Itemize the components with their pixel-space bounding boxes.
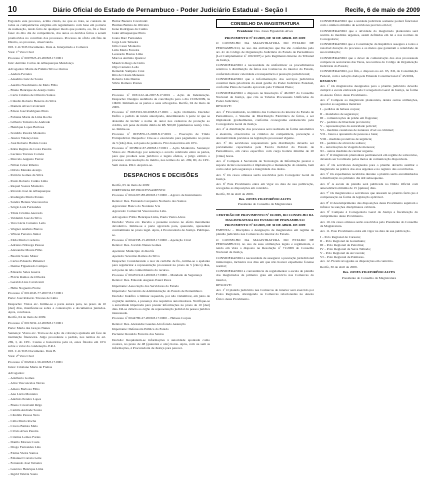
text-paragraph: – Beatriz Souto Maior: [8, 253, 39, 258]
text-paragraph: Relator: Des. Jovaldo Nunes Gomes: [112, 243, 162, 248]
text-paragraph: – Henrique Lopes Barbosa: [8, 125, 45, 130]
text-paragraph: Marcos Antônio Queiroz: [112, 56, 146, 61]
matters-list: [320, 107, 418, 153]
text-paragraph: VIII – medidas protetivas de urgência;: [320, 136, 373, 141]
divider: [112, 89, 210, 90]
text-paragraph: Roberta Lins Dantas: [112, 77, 140, 82]
text-paragraph: Apelante: Município do Recife: [112, 248, 155, 253]
text-paragraph: – Daniela Alves Cavalcanti: [8, 103, 46, 108]
text-paragraph: – Célia Maria Rocha: [8, 418, 37, 423]
text-paragraph: – Alexandre Moura Filho: [8, 248, 43, 253]
text-paragraph: Art. 5º Os casos omissos serão resolvidos pelo Corregedor Geral da Justiça.: [216, 172, 314, 181]
text-paragraph: CONSIDERANDO que a informatização dos serviços judiciários constitui meta prioritária da atual gestão do Poder Judiciário Estadual, conforme Plano de Gestão aprovado pelo Tribunal Pleno;: [216, 76, 314, 90]
article-1: Art. 1º Os magistrados designados para o plantão judiciário deverão cumprir a escala elaborada pela Corregedoria Geral da Justiça, na forma do Anexo Único deste Provimento.: [320, 84, 418, 97]
president-label: Presidente:: [237, 29, 254, 33]
text-paragraph: Recife, 30 de abril de 2009.: [216, 191, 254, 196]
text-paragraph: Vara: 1ª Vara Cível: [8, 50, 34, 55]
text-paragraph: Sílvio Romero Pontes: [112, 81, 142, 86]
text-paragraph: CONSIDERANDO que a Constituição da República assegura a todos a razoável duração do processo e os meios que garantam a celeridade de sua tramitação;: [320, 42, 418, 55]
text-paragraph: – Gilberto Teixeira de Andrade: [8, 119, 51, 124]
text-paragraph: – Cândido Pessoa Neto: [8, 413, 40, 418]
text-paragraph: – Diogo Fernandes Lins: [8, 445, 41, 450]
text-paragraph: – Fabiana Maria de Lima Rocha: [8, 114, 52, 119]
text-paragraph: CONSIDERANDO a necessidade de uniformizar os procedimentos relativos à distribuição de feitos nas Comarcas do interior do Estado, conferindo maior celeridade e transparência à prestação jurisdicional;: [216, 63, 314, 76]
text-paragraph: – Marcelo Augusto Ferraz: [8, 157, 44, 162]
text-paragraph: Processo nº 0038912-67.2008.8.17.0001 – Ação Monitória. Sentença: Vistos etc. Homologo por sentença o acordo celebrado entre as partes, para que produza seus jurídicos e legais efeitos, e julgo extinto o processo com resolução do mérito, nos termos do art. 269, III, do CPC. Sem custas. P.R.I. Arquive-se.: [112, 145, 210, 167]
text-paragraph: Relator: Des. Eduardo Augusto Paurá Peres: [112, 278, 172, 283]
provimento-1-title: PROVIMENTO Nº 01/2009, DE 30 DE ABRIL DE 2009: [224, 36, 306, 40]
column-4: [320, 19, 418, 495]
text-paragraph: – Rosângela Maria Pontes: [8, 194, 44, 199]
text-paragraph: Processo nº 0012045-77.2007.8.17.0001: [8, 290, 63, 295]
text-paragraph: – Paulo Roberto Cunha Lima: [8, 178, 48, 183]
text-paragraph: – Otávio Mendes Araújo: [8, 168, 42, 173]
text-paragraph: – Ivanildo Pereira Monteiro: [8, 130, 46, 135]
column-4-considerandos: [320, 19, 418, 78]
text-paragraph: Reinaldo Sampaio Cruz: [112, 68, 145, 73]
text-paragraph: – José Roberto Batista Costa: [8, 141, 47, 146]
text-paragraph: Despacho: Vistos etc. Intime-se a parte autora para, no prazo de 10 (dez) dias, manifestar-se sobre a contestação e documentos juntados. Após, conclusos.: [8, 301, 106, 314]
text-paragraph: – Alice Vasconcelos Neves: [8, 381, 45, 386]
text-paragraph: V – representações da autoridade policial;: [320, 124, 377, 129]
text-paragraph: – Cícero Batista Melo: [8, 423, 38, 428]
text-paragraph: Art. 3º O magistrado plantonista permanecerá em regime de sobreaviso, devendo ser localizado pelos meios de comunicação disponíveis.: [320, 153, 418, 162]
text-paragraph: CONSIDERANDO que a unidade judiciária somente poderá funcionar com o número mínimo de servidores previsto em lei;: [320, 19, 418, 28]
text-paragraph: – Andréa Ferreira: [8, 71, 32, 76]
text-paragraph: Agravante: Banco do Nordeste S/A: [112, 204, 161, 209]
column-4-articles: [320, 153, 418, 233]
publication-date: Recife, 6 de maio de 2009: [345, 7, 420, 14]
provimento-2-body: [216, 238, 314, 301]
text-paragraph: – Emanuel Correia Leite: [8, 456, 42, 460]
text-paragraph: Advogados: Maria de Fátima Silva e Outros: [8, 66, 68, 71]
text-paragraph: – Nilton César Ribeiro: [8, 162, 39, 167]
text-paragraph: Rita de Cássia Menezes: [112, 73, 145, 78]
text-paragraph: Relator: Des. Fernando Cerqueira Norberto dos Santos: [112, 198, 187, 203]
text-paragraph: Juiz: Antônio Carlos de Albuquerque Mendonça: [8, 61, 74, 66]
text-paragraph: – Zilda Maria Cordeiro: [8, 237, 40, 242]
gazette-title: Diário Oficial do Estado de Pernambuco - Poder Judiciário Estadual - Seção I: [52, 7, 288, 14]
text-paragraph: 003. C.O.TOS Documento. Data A. Interjeitado e Comarca: [8, 45, 89, 50]
text-paragraph: Recife, 05 de maio de 2009: [112, 182, 150, 187]
text-paragraph: Agravado: Comercial Vasconcelos Ltda.: [112, 209, 167, 214]
text-paragraph: – Tânia Cristina Azevedo: [8, 210, 43, 215]
article-2: Art. 2º Compete ao magistrado plantonista, dentre outras atribuições, apreciar as seguintes matérias:: [320, 97, 418, 107]
column-4-closing: [320, 259, 418, 269]
text-paragraph: – Ana Lúcia Monteiro: [8, 391, 39, 396]
text-paragraph: Art. 4º Os servidores designados para o plantão deverão auxiliar o magistrado na prática dos atos urgentes e no registro das ocorrências.: [320, 162, 418, 171]
text-paragraph: – Clóvis Alves Pereira: [8, 429, 39, 434]
text-paragraph: – Adriano Nóbrega Pessoa: [8, 242, 45, 247]
text-paragraph: Processo nº 0043519-61.2009.8.17.0000 – Mandado de Segurança: [112, 272, 203, 277]
text-paragraph: Maurício Rego de Lima: [112, 60, 145, 65]
text-paragraph: VII – busca e apreensão de pessoas e bens;: [320, 132, 379, 137]
text-paragraph: Jorge Luiz Teixeira: [112, 39, 139, 44]
column-2: [112, 19, 210, 495]
text-paragraph: RESOLVE:: [216, 104, 232, 109]
text-paragraph: Impetrante: Defensoria Pública do Estado: [112, 327, 169, 331]
text-paragraph: III – Polo Regional de Petrolina;: [320, 242, 365, 247]
text-paragraph: Art. 8º O descumprimento das disposições deste Provimento sujeitará o infrator às sanções disciplinares cabíveis.: [320, 200, 418, 209]
text-paragraph: Advogados:: [8, 370, 25, 375]
text-paragraph: Art. 4º Compete à Secretaria de Tecnologia da Informação prestar o suporte técnico necessário à implantação e manutenção do sistema, bem como zelar pela segurança e integridade dos dados.: [216, 158, 314, 172]
text-paragraph: Processo nº 0015632-12.2008.8.17.0001: [8, 320, 63, 325]
text-paragraph: Recife, 30 de abril de 2009.: [320, 264, 358, 269]
text-paragraph: – Kátia Regina da Costa Pereira: [8, 146, 52, 151]
text-paragraph: – Geraldo Lins Cavalcanti: [8, 280, 44, 285]
text-paragraph: Decisão: Requisitem-se informações à autoridade apontada como coatora, no prazo de 48 (quarenta e oito) horas. Após, com ou sem as informações, à Procuradoria de Justiça para parecer.: [112, 337, 210, 350]
text-paragraph: – Denise Figueiredo Campos: [8, 264, 48, 269]
text-paragraph: Joana Darc Fernandes: [112, 35, 142, 40]
text-paragraph: Juíza: Cristiane Maria de Freitas: [8, 365, 53, 370]
text-paragraph: Processo nº 0044780-27.2009.8.17.0000 – Habeas Corpus: [112, 316, 191, 321]
text-paragraph: Art. 12. Ficam revogadas as disposições em contrário.: [320, 259, 394, 264]
text-paragraph: IV – pedidos de liberdade provisória;: [320, 119, 371, 124]
text-paragraph: Impetrado: Secretário de Administração do Estado de Pernambuco: [112, 289, 203, 293]
text-paragraph: CONSIDERANDO que o dever de comunicação dos atos processuais compete às secretarias das Varas, nos termos do Código de Organização Judiciária do Estado;: [320, 55, 418, 69]
columns: [8, 19, 420, 495]
text-paragraph: II – Polo Regional de Garanhuns;: [320, 238, 366, 243]
text-paragraph: Hermes Batista de Oliveira: [112, 23, 149, 28]
text-paragraph: Processo nº 0020411-56.2008.8.17.0001: [8, 359, 63, 364]
signature-1-role: Presidente do Conselho da Magistratura: [237, 202, 293, 207]
text-paragraph: RESOLVE:: [216, 282, 232, 287]
text-paragraph: – Raquel Soares Monteiro: [8, 184, 44, 189]
page-number: 10: [8, 5, 17, 14]
provimento-1-body: [216, 41, 314, 195]
text-paragraph: – Cristina Lemos Farias: [8, 434, 41, 439]
text-paragraph: Heitor Bezerra Cavalcanti: [112, 19, 148, 23]
polos-list: [320, 235, 418, 260]
text-paragraph: O CONSELHO DA MAGISTRATURA DO ESTADO DE PERNAMBUCO, no uso das atribuições que lhe são conferidas pelo art. 41 do Código de Organização Judiciária do Estado de Pernambuco (Lei Complementar nº 100/2007) e pelo Regimento Interno do Tribunal de Justiça,: [216, 41, 314, 62]
text-paragraph: Art. 3º Os servidores responsáveis pela distribuição deverão ser previamente capacitados pela Escola Judicial do Estado de Pernambuco, em curso específico com carga horária mínima de 20 (vinte) horas.: [216, 141, 314, 158]
provimento-2-title: PROVIMENTO Nº 02/2009, DE 30 DE ABRIL DE 2009: [224, 222, 306, 227]
text-paragraph: – Fernando José Teixeira: [8, 461, 42, 466]
text-paragraph: Paciente: Ronaldo Ferreira dos Santos: [112, 332, 164, 337]
text-paragraph: IV – Polo Regional de Serra Talhada;: [320, 247, 371, 251]
text-paragraph: – Carlos Eduardo Pimentel: [8, 258, 45, 263]
text-paragraph: III – comunicações de prisão em flagrante;: [320, 115, 378, 120]
text-paragraph: Irene Rodrigues da Cunha: [112, 27, 148, 32]
text-paragraph: Sentença: Vistos etc. Trata-se de ação de cobrança ajuizada em face de instituição financeira. Julgo procedente o pedido, nos termos do art. 269, I, do CPC. Custas e honorários pela ré, estes fixados em 10% sobre o valor da condenação. P.R.I.: [8, 331, 106, 348]
section-title-despachos: DESPACHOS E DECISÕES: [123, 172, 199, 179]
text-paragraph: – Patrícia Gomes da Silva: [8, 173, 44, 178]
text-paragraph: – Jéssica Valença Lins: [8, 135, 39, 140]
text-paragraph: DIRETORIA DE PROCESSAMENTO: [112, 188, 166, 193]
text-paragraph: – Gustavo Henrique Lima: [8, 466, 44, 471]
text-paragraph: Advogados: Fábio Henrique Lima, Paula Vieira Alves: [112, 214, 186, 219]
text-paragraph: Recife, 04 de maio de 2009.: [8, 315, 47, 320]
text-paragraph: CONSIDERANDO o disposto na Resolução nº 46/2007 do Conselho Nacional de Justiça, que cria as Tabelas Processuais Unificadas do Poder Judiciário;: [216, 90, 314, 103]
column-2-block-b: [112, 183, 210, 350]
text-paragraph: – Ingrid Valéria Souto: [8, 472, 38, 477]
text-paragraph: – Breno Cavalcanti Rêgo: [8, 402, 43, 407]
text-paragraph: – Ricardo José de Albuquerque: [8, 189, 51, 194]
text-paragraph: – Aurélio Nascimento de Melo Filho: [8, 82, 58, 87]
text-paragraph: O CONSELHO DA MAGISTRATURA DO ESTADO DE PERNAMBUCO, no uso de suas atribuições legais e regimentais, e tendo em vista o disposto na Resolução nº 71/2009 do Conselho Nacional de Justiça,: [216, 237, 314, 255]
text-paragraph: Art. 7º Os magistrados e servidores que atuarem no plantão farão jus à compensação na forma da legislação aplicável.: [320, 191, 418, 200]
signature-1: Des. JONES FIGUEIRÊDO ALVES: [238, 196, 292, 201]
text-paragraph: – Edson José Rodrigues Pinto: [8, 109, 49, 114]
text-paragraph: VI – Polo Regional de Palmares.: [320, 255, 365, 260]
text-paragraph: Impetrante: Associação dos Servidores do Estado: [112, 283, 179, 288]
text-paragraph: Art. 9º Compete à Corregedoria Geral da Justiça a fiscalização do cumprimento deste Provimento.: [320, 210, 418, 219]
text-paragraph: I – Polo Regional de Caruaru;: [320, 234, 361, 239]
text-paragraph: – Elaine Vieira Santos: [8, 450, 39, 455]
text-paragraph: – Flávia Ramos de Oliveira: [8, 274, 46, 279]
president-name: Des. Jones Figueirêdo Alves: [254, 29, 293, 33]
provimento-2-ementa: EMENTA: – Disciplina a designação de magistrados em regime de plantão judiciário nas Comarcas do interior do Estado.: [216, 228, 314, 237]
text-paragraph: – Wagner Antônio Barros: [8, 226, 43, 231]
text-paragraph: Jader Albuquerque Pinto: [112, 31, 146, 36]
text-paragraph: CONSIDERANDO a necessidade de assegurar a prestação jurisdicional ininterrupta, inclusive nos dias em que não houver expediente forense normal;: [216, 255, 314, 268]
text-paragraph: – Antônio Pereira Lopes: [8, 397, 42, 402]
text-paragraph: – Hélio Nogueira Freire: [8, 285, 41, 290]
resolve-label: RESOLVE:: [320, 78, 338, 83]
text-paragraph: Processo nº 0031122-44.2007.8.17.0001 – Ação de Indenização. Despacho: Designo audiência de conciliação para o dia 15/06/2009, às 10h00. Intimem-se as partes e seus advogados. Recife, 04 de maio de 2009.: [112, 92, 210, 109]
text-paragraph: IX – pedidos de alvará de soltura;: [320, 140, 366, 145]
text-paragraph: V – Polo Regional de Arcoverde;: [320, 251, 366, 256]
text-paragraph: Art. 6º Este Provimento entra em vigor na data de sua publicação, revogadas as disposições em contrário.: [216, 182, 314, 191]
text-paragraph: Parte: Maria das Graças Nunes: [8, 325, 50, 330]
text-paragraph: Júlio Cesar Monteiro: [112, 43, 141, 48]
divider: [216, 209, 314, 210]
text-paragraph: Decisão: Vistos etc. Recebo o presente recurso no efeito meramente devolutivo. Intime-se a parte agravada para, querendo, apresentar contraminuta no prazo legal. Após, à Procuradoria de Justiça. Publique-se.: [112, 220, 210, 237]
conselho-president: [216, 29, 314, 33]
text-paragraph: – Cláudio Roberto Bezerra da Silva: [8, 98, 57, 103]
page-header: [8, 5, 420, 16]
text-paragraph: 003. C.O.TOS Documento. Data B.: [8, 349, 57, 354]
text-paragraph: Art. 2º A distribuição dos processos será realizada de forma automática e aleatória, observados os critérios de competência, prevenção e alternatividade previstos na legislação processual vigente.: [216, 127, 314, 140]
gazette-page: [8, 5, 420, 495]
text-paragraph: Processo nº 0035876-13.2008.8.17.0001 – Execução de Título Extrajudicial. Despacho: Cite-se o executado para pagamento no prazo de 3 (três) dias, sob pena de penhora. Fixo honorários em 10%.: [112, 132, 210, 145]
text-paragraph: Vara: 2ª Vara Cível: [8, 354, 34, 359]
text-paragraph: CONSIDERANDO que a atividade do magistrado plantonista será restrita às medidas urgentes, assim definidas em lei e nas normas da Corregedoria;: [320, 28, 418, 41]
text-paragraph: Parte: José Roberto Tavares de Lima: [8, 296, 58, 301]
text-paragraph: Art. 6º A escala de plantão será publicada no Diário Oficial com antecedência mínima de 15 (quinze) dias.: [320, 181, 418, 190]
text-paragraph: Leonardo Bastos Lima: [112, 52, 143, 57]
text-paragraph: Processo nº 0041207-88.2009.8.17.0000 – Agravo de Instrumento: [112, 193, 202, 198]
text-paragraph: Art. 5º Os expedientes recebidos durante o plantão serão encaminhados à distribuição no primeiro dia útil subsequente.: [320, 172, 418, 181]
text-paragraph: Processo nº 0033301-90.2008.8.17.0001 – Ação Ordinária. Decisão: Defiro o pedido de tutela antecipada, determinando à parte ré que se abstenha de incluir o nome do autor nos cadastros de proteção ao crédito, sob pena de multa diária de R$ 500,00 (quinhentos reais). Cite-se. Intime-se.: [112, 110, 210, 131]
text-paragraph: Apelado: Severino Ramos da Silva: [112, 253, 160, 258]
text-paragraph: – Eduardo Sales Guerra: [8, 269, 41, 274]
text-paragraph: – Valdemir José da Silva: [8, 216, 42, 221]
text-paragraph: Relator: Des. Alexandre Guedes Alcoforado Assunção: [112, 321, 186, 326]
text-paragraph: – Sérgio Luís Fernandes: [8, 205, 41, 210]
text-paragraph: – Amaro Barbosa Filho: [8, 386, 40, 391]
text-paragraph: Art. 1º O plantão judiciário nas Comarcas do interior será exercido por Polos Regionais, abrangendo as Comarcas relacionadas no Anexo Único deste Provimento.: [216, 288, 314, 301]
text-paragraph: – Anselmo Luiz de Souza: [8, 77, 43, 82]
column-3: [216, 19, 314, 495]
conselho-heading: CONSELHO DA MAGISTRATURA: [216, 19, 314, 28]
text-paragraph: – Camila Andrade Souza: [8, 407, 42, 412]
text-paragraph: – Danilo Moraes Costa: [8, 439, 40, 444]
text-paragraph: X – autorizações de viagem de menores;: [320, 144, 375, 149]
text-paragraph: CONSIDERANDO, por fim, o disposto no art. 93, XII, da Constituição Federal, com a redação dada pela Emenda Constitucional nº 45/2004,: [320, 69, 418, 78]
text-paragraph: – Adalberto Gomes: [8, 375, 35, 380]
text-paragraph: Esgotado este processo, acima citado, no que as trata, se constata de todas as competências exigidas em regulamento com base em portaria de nomeação, tendo feito de qualquer modo que poderia, ou, fiz e fizer fazer do dito dia de competência, dos autos os devidos feitos a serem promovidos no convênio dos processos. Processo de ofício em fins de Direito, ao processo, observando.: [8, 19, 106, 44]
text-paragraph: CONSIDERANDO a conveniência de regulamentar a escala de plantão dos magistrados de primeiro grau em exercício nas Comarcas do interior,: [216, 269, 314, 282]
signature-2: Des. JONES FIGUEIRÊDO ALVES: [342, 270, 396, 275]
signature-2-role: Presidente do Conselho da Magistratura: [341, 275, 397, 280]
text-paragraph: – Sandra Helena Vasconcelos: [8, 200, 48, 205]
text-paragraph: XI – outras medidas de caráter urgente.: [320, 149, 374, 154]
text-paragraph: Despacho: Considerando o teor da certidão de fls., intime-se o apelante para regularizar a representação processual no prazo de 5 (cinco) dias, sob pena de não conhecimento do recurso.: [112, 259, 210, 272]
text-paragraph: – Luciano Tavares Correia: [8, 152, 44, 156]
provimento-2-header: CERTIDÃO DE PROVIMENTO Nº 02/2009, DO CONSELHO DA MAGISTRATURA DO ESTADO DE PERNAMBUCO: [216, 213, 314, 222]
text-paragraph: Decisão: Indefiro a liminar requerida, por não vislumbrar, em juízo de cognição sumária, a presença dos requisitos autorizadores. Notifique-se a autoridade impetrada para prestar informações no prazo de 10 (dez) dias. Dê-se ciência ao órgão de representação judicial da pessoa jurídica interessada.: [112, 294, 210, 315]
column-1-text: [8, 19, 106, 476]
text-paragraph: II – mandados de segurança;: [320, 111, 359, 116]
text-paragraph: Art. 11. Este Provimento entra em vigor na data de sua publicação.: [320, 229, 411, 234]
column-1: [8, 19, 106, 495]
text-paragraph: – Wilson Ferreira Júnior: [8, 232, 42, 237]
text-paragraph: I – pedidos de habeas corpus;: [320, 107, 361, 112]
column-2-block-a: [112, 93, 210, 167]
text-paragraph: – Vera Lúcia Carneiro Leão: [8, 221, 46, 226]
text-paragraph: Art. 1º Fica instituído, no âmbito das Comarcas do interior do Estado de Pernambuco, o Sistema de Distribuição Eletrônica de feitos, a ser implantado gradualmente, conforme cronograma estabelecido pela Corregedoria Geral da Justiça.: [216, 109, 314, 127]
text-paragraph: Art. 10. Os casos omissos serão resolvidos pelo Presidente do Conselho da Magistratura.: [320, 219, 418, 228]
column-2-intro-list: [112, 19, 210, 86]
text-paragraph: Lêda Maria Ferreira: [112, 48, 140, 53]
text-paragraph: – Carla Cristina de Oliveira Santos: [8, 93, 56, 98]
text-paragraph: Processo nº 0042338-15.2009.8.17.0000 – Apelação Cível: [112, 237, 192, 242]
text-paragraph: VI – medidas cautelares de natureza cível ou criminal;: [320, 128, 394, 133]
text-paragraph: Olga Carneiro Leão: [112, 64, 139, 69]
text-paragraph: – Bruno Henrique de Araújo Lima: [8, 87, 55, 92]
text-paragraph: Processo nº 0007823-45.2008.8.17.0001: [8, 55, 63, 60]
